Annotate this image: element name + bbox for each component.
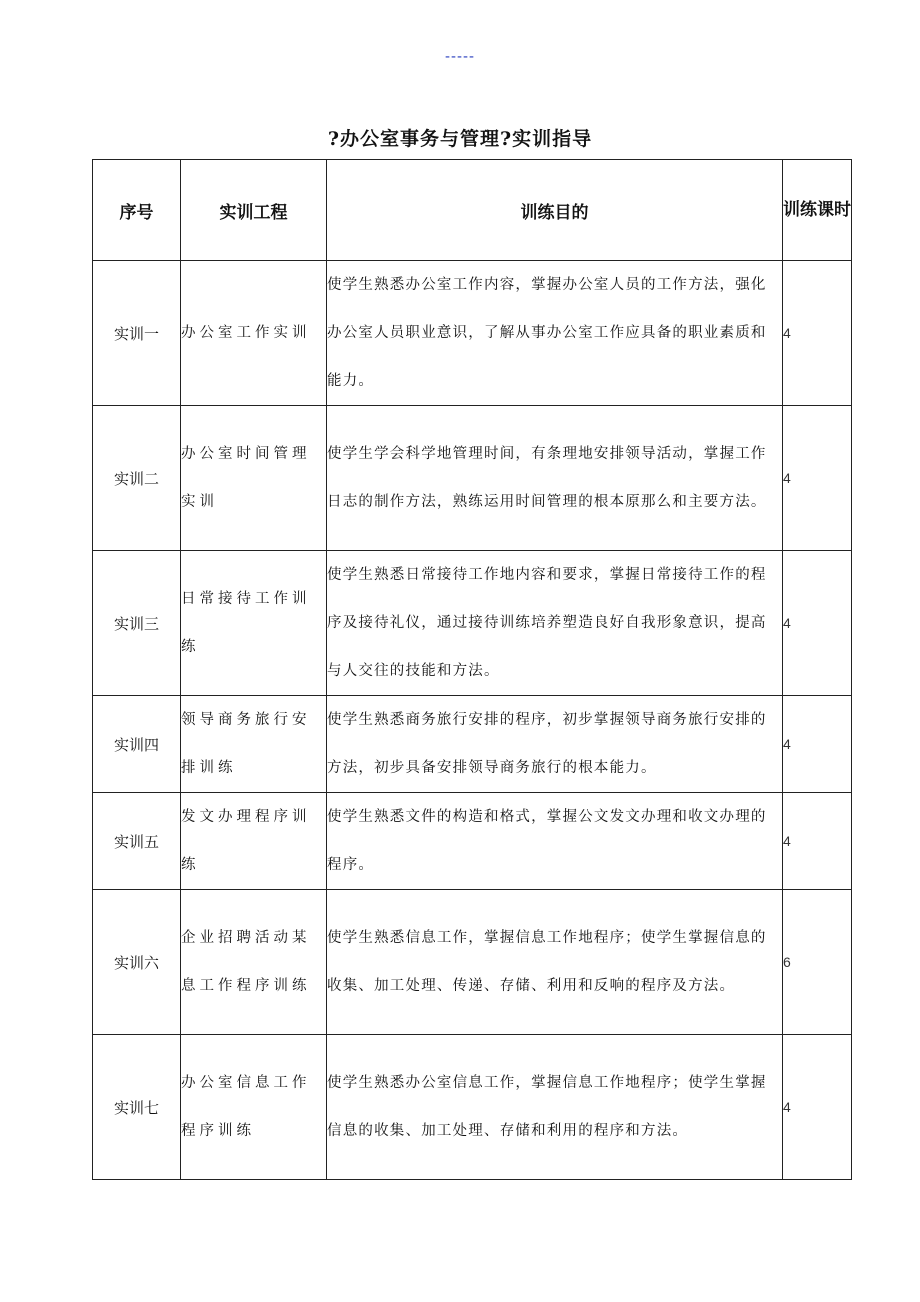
table-row — [93, 1035, 852, 1180]
cell-no: 实训三 — [93, 551, 181, 696]
table-row — [93, 696, 852, 793]
cell-project: 发文办理程序训练 — [181, 793, 327, 890]
training-table — [92, 159, 852, 1180]
cell-no: 实训二 — [93, 406, 181, 551]
cell-goal: 使学生熟悉办公室工作内容，掌握办公室人员的工作方法，强化办公室人员职业意识，了解从事办公室工作应具备的职业素质和能力。 — [327, 261, 783, 406]
header-project: 实训工程 — [181, 160, 327, 261]
document-title: ?办公室事务与管理?实训指导 — [327, 128, 593, 150]
cell-no: 实训六 — [93, 890, 181, 1035]
cell-goal: 使学生熟悉信息工作，掌握信息工作地程序；使学生掌握信息的收集、加工处理、传递、存储、利用和反响的程序及方法。 — [327, 890, 783, 1035]
cell-goal: 使学生熟悉文件的构造和格式，掌握公文发文办理和收文办理的程序。 — [327, 793, 783, 890]
cell-hours: 4 — [783, 1035, 852, 1180]
header-no: 序号 — [93, 160, 181, 261]
cell-hours: 4 — [783, 793, 852, 890]
cell-project: 企业招聘活动某息工作程序训练 — [181, 890, 327, 1035]
cell-no: 实训五 — [93, 793, 181, 890]
header-hours: 训练课时 — [783, 160, 852, 261]
cell-project: 办公室时间管理实训 — [181, 406, 327, 551]
header-mark: ----- — [445, 48, 475, 65]
cell-project: 日常接待工作训练 — [181, 551, 327, 696]
cell-hours: 4 — [783, 551, 852, 696]
table-row — [93, 406, 852, 551]
cell-hours: 4 — [783, 696, 852, 793]
cell-no: 实训四 — [93, 696, 181, 793]
cell-goal: 使学生熟悉日常接待工作地内容和要求，掌握日常接待工作的程序及接待礼仪，通过接待训练培养塑造良好自我形象意识，提高与人交往的技能和方法。 — [327, 551, 783, 696]
cell-goal: 使学生学会科学地管理时间，有条理地安排领导活动，掌握工作日志的制作方法，熟练运用时间管理的根本原那么和主要方法。 — [327, 406, 783, 551]
cell-no: 实训一 — [93, 261, 181, 406]
cell-hours: 4 — [783, 261, 852, 406]
cell-project: 办公室信息工作程序训练 — [181, 1035, 327, 1180]
cell-goal: 使学生熟悉商务旅行安排的程序，初步掌握领导商务旅行安排的方法，初步具备安排领导商务旅行的根本能力。 — [327, 696, 783, 793]
cell-project: 办公室工作实训 — [181, 261, 327, 406]
cell-project: 领导商务旅行安排训练 — [181, 696, 327, 793]
cell-hours: 4 — [783, 406, 852, 551]
table-row — [93, 793, 852, 890]
table-row — [93, 261, 852, 406]
cell-hours: 6 — [783, 890, 852, 1035]
table-header-row — [93, 160, 852, 261]
table-row — [93, 551, 852, 696]
cell-no: 实训七 — [93, 1035, 181, 1180]
header-goal: 训练目的 — [327, 160, 783, 261]
cell-goal: 使学生熟悉办公室信息工作，掌握信息工作地程序；使学生掌握信息的收集、加工处理、存储和利用的程序和方法。 — [327, 1035, 783, 1180]
table-row — [93, 890, 852, 1035]
